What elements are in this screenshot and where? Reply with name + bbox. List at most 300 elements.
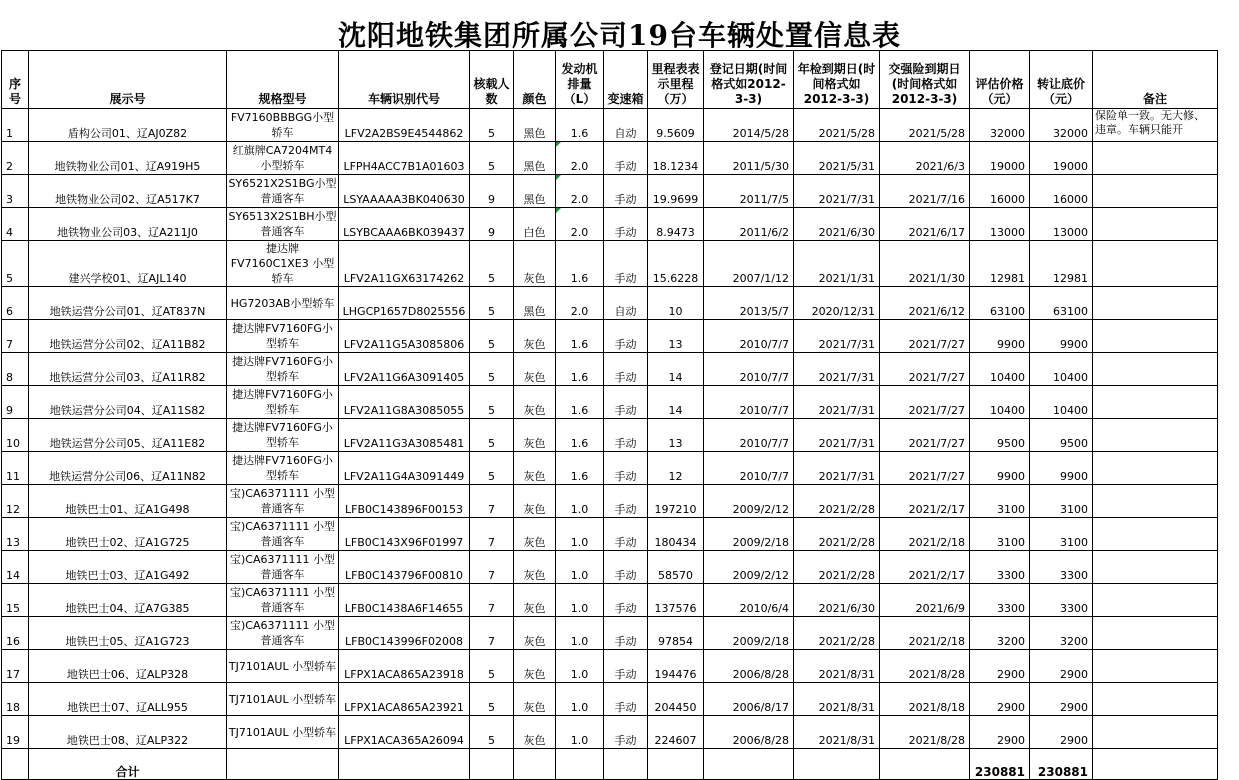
header-seq: 序号 [2,51,29,109]
cell-display: 地铁巴士03、辽A1G492 [29,551,227,584]
total-cell [704,749,794,780]
cell-seq: 4 [2,208,29,241]
cell-display: 地铁巴士07、辽ALL955 [29,683,227,716]
table-row [2,353,1218,386]
cell-engine: 1.0 [556,518,604,551]
cell-display: 地铁巴士04、辽A7G385 [29,584,227,617]
cell-engine: 1.0 [556,683,604,716]
cell-model: 宝)CA6371111 小型普通客车 [227,518,339,551]
cell-color: 灰色 [514,518,556,551]
cell-gearbox: 自动 [604,287,648,320]
cell-mileage: 10 [648,287,704,320]
cell-remark [1093,683,1218,716]
table-row [2,142,1218,175]
cell-reserve: 32000 [1030,109,1093,142]
cell-display: 地铁巴士02、辽A1G725 [29,518,227,551]
cell-vin: LFPH4ACC7B1A01603 [339,142,470,175]
cell-gearbox: 手动 [604,551,648,584]
cell-gearbox: 手动 [604,518,648,551]
total-label: 合计 [29,749,227,780]
cell-inspection: 2021/6/30 [794,584,880,617]
cell-appraisal: 3300 [970,584,1030,617]
header-remark: 备注 [1093,51,1218,109]
cell-appraisal: 3100 [970,485,1030,518]
cell-reserve: 2900 [1030,716,1093,749]
cell-appraisal: 16000 [970,175,1030,208]
cell-seq: 1 [2,109,29,142]
cell-appraisal: 10400 [970,386,1030,419]
cell-reg-date: 2010/7/7 [704,386,794,419]
cell-model: 捷达牌FV7160FG小型轿车 [227,419,339,452]
cell-model: HG7203AB小型轿车 [227,287,339,320]
cell-display: 地铁巴士01、辽A1G498 [29,485,227,518]
cell-inspection: 2021/8/31 [794,716,880,749]
cell-seats: 5 [470,353,514,386]
cell-seats: 5 [470,320,514,353]
cell-appraisal: 3300 [970,551,1030,584]
cell-vin: LFV2A11G6A3091405 [339,353,470,386]
cell-seats: 5 [470,716,514,749]
cell-remark [1093,353,1218,386]
table-row [2,518,1218,551]
cell-appraisal: 13000 [970,208,1030,241]
total-cell [648,749,704,780]
table-row [2,419,1218,452]
cell-color: 灰色 [514,485,556,518]
cell-insurance: 2021/8/18 [880,683,970,716]
cell-seq: 13 [2,518,29,551]
header-vin: 车辆识别代号 [339,51,470,109]
cell-gearbox: 手动 [604,386,648,419]
cell-reserve: 19000 [1030,142,1093,175]
cell-inspection: 2021/8/31 [794,650,880,683]
cell-engine: 1.0 [556,716,604,749]
cell-reserve: 2900 [1030,650,1093,683]
cell-model: 宝)CA6371111 小型普通客车 [227,617,339,650]
cell-reg-date: 2009/2/12 [704,485,794,518]
cell-reg-date: 2009/2/18 [704,518,794,551]
cell-remark [1093,208,1218,241]
cell-vin: LFB0C1438A6F14655 [339,584,470,617]
cell-reserve: 9500 [1030,419,1093,452]
cell-vin: LFPX1ACA365A26094 [339,716,470,749]
cell-model: SY6513X2S1BH小型普通客车 [227,208,339,241]
cell-engine: 1.0 [556,485,604,518]
cell-color: 灰色 [514,353,556,386]
header-appraisal: 评估价格（元） [970,51,1030,109]
table-body [2,109,1218,749]
cell-inspection: 2021/8/31 [794,683,880,716]
cell-vin: LSYBCAAA6BK039437 [339,208,470,241]
cell-reserve: 3100 [1030,485,1093,518]
cell-remark [1093,518,1218,551]
cell-appraisal: 9500 [970,419,1030,452]
cell-reg-date: 2009/2/18 [704,617,794,650]
cell-display: 地铁巴士08、辽ALP322 [29,716,227,749]
cell-seats: 5 [470,386,514,419]
cell-appraisal: 10400 [970,353,1030,386]
header-seats: 核载人数 [470,51,514,109]
cell-color: 灰色 [514,419,556,452]
total-cell [1093,749,1218,780]
cell-model: TJ7101AUL 小型轿车 [227,683,339,716]
cell-appraisal: 2900 [970,683,1030,716]
cell-remark [1093,485,1218,518]
cell-remark [1093,175,1218,208]
cell-seats: 7 [470,617,514,650]
cell-remark [1093,452,1218,485]
cell-mileage: 204450 [648,683,704,716]
cell-color: 灰色 [514,386,556,419]
cell-insurance: 2021/2/18 [880,617,970,650]
cell-inspection: 2021/2/28 [794,518,880,551]
cell-reserve: 13000 [1030,208,1093,241]
cell-reserve: 16000 [1030,175,1093,208]
cell-appraisal: 19000 [970,142,1030,175]
cell-engine: 1.6 [556,386,604,419]
cell-color: 灰色 [514,320,556,353]
cell-gearbox: 手动 [604,485,648,518]
cell-remark [1093,716,1218,749]
cell-seq: 18 [2,683,29,716]
cell-engine: 1.0 [556,584,604,617]
cell-gearbox: 手动 [604,175,648,208]
cell-engine: 2.0 [556,287,604,320]
cell-appraisal: 32000 [970,109,1030,142]
cell-display: 地铁巴士05、辽A1G723 [29,617,227,650]
cell-vin: LFPX1ACA865A23918 [339,650,470,683]
cell-seats: 7 [470,485,514,518]
cell-seq: 5 [2,241,29,287]
cell-mileage: 9.5609 [648,109,704,142]
cell-color: 白色 [514,208,556,241]
cell-reg-date: 2014/5/28 [704,109,794,142]
cell-inspection: 2021/7/31 [794,353,880,386]
cell-display: 地铁物业公司01、辽A919H5 [29,142,227,175]
cell-remark [1093,650,1218,683]
header-model: 规格型号 [227,51,339,109]
cell-vin: LSYAAAAA3BK040630 [339,175,470,208]
table-row [2,716,1218,749]
cell-seats: 5 [470,241,514,287]
cell-reg-date: 2009/2/12 [704,551,794,584]
cell-insurance: 2021/6/12 [880,287,970,320]
cell-reserve: 9900 [1030,320,1093,353]
total-cell [794,749,880,780]
header-mileage: 里程表表示里程（万） [648,51,704,109]
total-cell [514,749,556,780]
cell-seq: 19 [2,716,29,749]
cell-color: 灰色 [514,650,556,683]
cell-seq: 9 [2,386,29,419]
cell-reg-date: 2011/7/5 [704,175,794,208]
cell-reg-date: 2006/8/28 [704,650,794,683]
cell-inspection: 2021/7/31 [794,452,880,485]
cell-seq: 12 [2,485,29,518]
cell-inspection: 2021/6/30 [794,208,880,241]
cell-seats: 5 [470,287,514,320]
cell-insurance: 2021/7/27 [880,452,970,485]
total-appraisal: 230881 [970,749,1030,780]
table-row [2,551,1218,584]
cell-insurance: 2021/7/27 [880,353,970,386]
cell-engine: 1.6 [556,419,604,452]
cell-reserve: 10400 [1030,386,1093,419]
cell-gearbox: 自动 [604,109,648,142]
cell-mileage: 13 [648,320,704,353]
cell-vin: LFV2A11G5A3085806 [339,320,470,353]
cell-seats: 9 [470,175,514,208]
cell-seq: 14 [2,551,29,584]
cell-vin: LFV2A11G4A3091449 [339,452,470,485]
cell-reserve: 12981 [1030,241,1093,287]
cell-engine: 1.0 [556,650,604,683]
table-row [2,320,1218,353]
cell-engine: 2.0 [556,175,604,208]
cell-seq: 3 [2,175,29,208]
cell-inspection: 2021/7/31 [794,419,880,452]
cell-gearbox: 手动 [604,241,648,287]
cell-inspection: 2021/5/31 [794,142,880,175]
cell-vin: LFPX1ACA865A23921 [339,683,470,716]
cell-mileage: 8.9473 [648,208,704,241]
cell-reserve: 2900 [1030,683,1093,716]
cell-gearbox: 手动 [604,584,648,617]
header-row [2,51,1218,109]
cell-seq: 11 [2,452,29,485]
cell-reg-date: 2010/7/7 [704,320,794,353]
cell-model: 红旗牌CA7204MT4小型轿车 [227,142,339,175]
cell-seats: 5 [470,419,514,452]
cell-inspection: 2020/12/31 [794,287,880,320]
cell-display: 建兴学校01、辽AJL140 [29,241,227,287]
total-cell [556,749,604,780]
cell-remark [1093,142,1218,175]
cell-reg-date: 2006/8/28 [704,716,794,749]
cell-reserve: 10400 [1030,353,1093,386]
cell-appraisal: 3200 [970,617,1030,650]
cell-appraisal: 12981 [970,241,1030,287]
table-row [2,485,1218,518]
cell-seats: 9 [470,208,514,241]
cell-seq: 17 [2,650,29,683]
cell-remark [1093,419,1218,452]
cell-color: 灰色 [514,241,556,287]
cell-insurance: 2021/8/28 [880,650,970,683]
cell-insurance: 2021/7/27 [880,320,970,353]
cell-reserve: 3100 [1030,518,1093,551]
cell-gearbox: 手动 [604,452,648,485]
cell-model: 捷达牌FV7160C1XE3 小型轿车 [227,241,339,287]
cell-model: SY6521X2S1BG小型普通客车 [227,175,339,208]
cell-gearbox: 手动 [604,617,648,650]
cell-inspection: 2021/5/28 [794,109,880,142]
cell-gearbox: 手动 [604,419,648,452]
cell-seats: 7 [470,551,514,584]
total-cell [470,749,514,780]
cell-mileage: 180434 [648,518,704,551]
cell-engine: 1.6 [556,452,604,485]
cell-seats: 5 [470,109,514,142]
cell-inspection: 2021/7/31 [794,175,880,208]
cell-remark [1093,241,1218,287]
cell-engine: 1.6 [556,353,604,386]
cell-seq: 10 [2,419,29,452]
cell-reg-date: 2013/5/7 [704,287,794,320]
cell-display: 地铁运营分公司03、辽A11R82 [29,353,227,386]
cell-remark: 保险单一致。无大修、违章。车辆只能开 [1093,109,1218,142]
cell-display: 地铁运营分公司05、辽A11E82 [29,419,227,452]
cell-reg-date: 2006/8/17 [704,683,794,716]
cell-inspection: 2021/2/28 [794,551,880,584]
cell-mileage: 15.6228 [648,241,704,287]
cell-mileage: 18.1234 [648,142,704,175]
header-inspection: 年检到期日(时间格式如2012-3-3) [794,51,880,109]
cell-display: 地铁运营分公司06、辽A11N82 [29,452,227,485]
cell-mileage: 13 [648,419,704,452]
cell-gearbox: 手动 [604,650,648,683]
header-gearbox: 变速箱 [604,51,648,109]
cell-appraisal: 3100 [970,518,1030,551]
table-row [2,109,1218,142]
cell-insurance: 2021/2/18 [880,518,970,551]
cell-seq: 6 [2,287,29,320]
cell-seq: 8 [2,353,29,386]
cell-vin: LHGCP1657D8025556 [339,287,470,320]
cell-seats: 5 [470,650,514,683]
cell-model: FV7160BBBGG小型轿车 [227,109,339,142]
cell-color: 黑色 [514,109,556,142]
cell-appraisal: 2900 [970,716,1030,749]
cell-reg-date: 2010/7/7 [704,452,794,485]
cell-remark [1093,617,1218,650]
cell-insurance: 2021/5/28 [880,109,970,142]
cell-gearbox: 手动 [604,683,648,716]
table-row [2,241,1218,287]
cell-mileage: 194476 [648,650,704,683]
table-row [2,683,1218,716]
cell-color: 黑色 [514,142,556,175]
header-reserve: 转让底价（元） [1030,51,1093,109]
cell-vin: LFB0C143896F00153 [339,485,470,518]
cell-model: 捷达牌FV7160FG小型轿车 [227,386,339,419]
cell-inspection: 2021/2/28 [794,485,880,518]
cell-appraisal: 63100 [970,287,1030,320]
cell-color: 灰色 [514,551,556,584]
cell-reserve: 63100 [1030,287,1093,320]
cell-vin: LFB0C143796F00810 [339,551,470,584]
cell-model: 宝)CA6371111 小型普通客车 [227,485,339,518]
cell-model: 宝)CA6371111 小型普通客车 [227,584,339,617]
table-row [2,650,1218,683]
cell-reg-date: 2010/6/4 [704,584,794,617]
cell-reg-date: 2011/6/2 [704,208,794,241]
cell-inspection: 2021/1/31 [794,241,880,287]
header-reg-date: 登记日期(时间格式如2012-3-3) [704,51,794,109]
table-row [2,584,1218,617]
cell-vin: LFB0C143996F02008 [339,617,470,650]
table-row [2,452,1218,485]
cell-gearbox: 手动 [604,142,648,175]
header-engine: 发动机排量（L） [556,51,604,109]
cell-engine: 1.0 [556,551,604,584]
cell-insurance: 2021/7/27 [880,419,970,452]
cell-reserve: 3300 [1030,584,1093,617]
cell-reg-date: 2007/1/12 [704,241,794,287]
cell-color: 灰色 [514,683,556,716]
total-cell [227,749,339,780]
cell-inspection: 2021/7/31 [794,320,880,353]
cell-model: 捷达牌FV7160FG小型轿车 [227,320,339,353]
cell-mileage: 12 [648,452,704,485]
cell-appraisal: 9900 [970,320,1030,353]
cell-mileage: 14 [648,353,704,386]
cell-engine: 1.6 [556,320,604,353]
cell-gearbox: 手动 [604,716,648,749]
cell-insurance: 2021/6/17 [880,208,970,241]
cell-model: 宝)CA6371111 小型普通客车 [227,551,339,584]
header-insurance: 交强险到期日(时间格式如2012-3-3) [880,51,970,109]
total-cell [339,749,470,780]
cell-remark [1093,584,1218,617]
cell-mileage: 97854 [648,617,704,650]
cell-gearbox: 手动 [604,320,648,353]
cell-engine: 2.0 [556,142,604,175]
cell-insurance: 2021/8/28 [880,716,970,749]
table-row [2,287,1218,320]
cell-seq: 7 [2,320,29,353]
cell-color: 灰色 [514,584,556,617]
cell-remark [1093,386,1218,419]
cell-mileage: 58570 [648,551,704,584]
cell-seats: 5 [470,683,514,716]
cell-reg-date: 2010/7/7 [704,419,794,452]
header-color: 颜色 [514,51,556,109]
cell-remark [1093,287,1218,320]
cell-seq: 15 [2,584,29,617]
cell-insurance: 2021/1/30 [880,241,970,287]
cell-appraisal: 9900 [970,452,1030,485]
total-cell [880,749,970,780]
cell-mileage: 197210 [648,485,704,518]
table-row [2,386,1218,419]
table-row [2,208,1218,241]
cell-insurance: 2021/2/17 [880,485,970,518]
total-row [2,749,1218,780]
cell-inspection: 2021/2/28 [794,617,880,650]
cell-seq: 2 [2,142,29,175]
cell-model: TJ7101AUL 小型轿车 [227,650,339,683]
cell-insurance: 2021/2/17 [880,551,970,584]
cell-display: 地铁物业公司02、辽A517K7 [29,175,227,208]
cell-mileage: 19.9699 [648,175,704,208]
cell-seats: 5 [470,142,514,175]
total-reserve: 230881 [1030,749,1093,780]
cell-display: 地铁运营分公司01、辽AT837N [29,287,227,320]
cell-seats: 7 [470,584,514,617]
cell-display: 地铁运营分公司04、辽A11S82 [29,386,227,419]
cell-color: 黑色 [514,175,556,208]
cell-gearbox: 手动 [604,353,648,386]
table-row [2,175,1218,208]
cell-color: 灰色 [514,452,556,485]
cell-color: 黑色 [514,287,556,320]
cell-mileage: 224607 [648,716,704,749]
cell-color: 灰色 [514,716,556,749]
cell-vin: LFV2A11G3A3085481 [339,419,470,452]
cell-display: 盾构公司01、辽AJ0Z82 [29,109,227,142]
total-cell [604,749,648,780]
